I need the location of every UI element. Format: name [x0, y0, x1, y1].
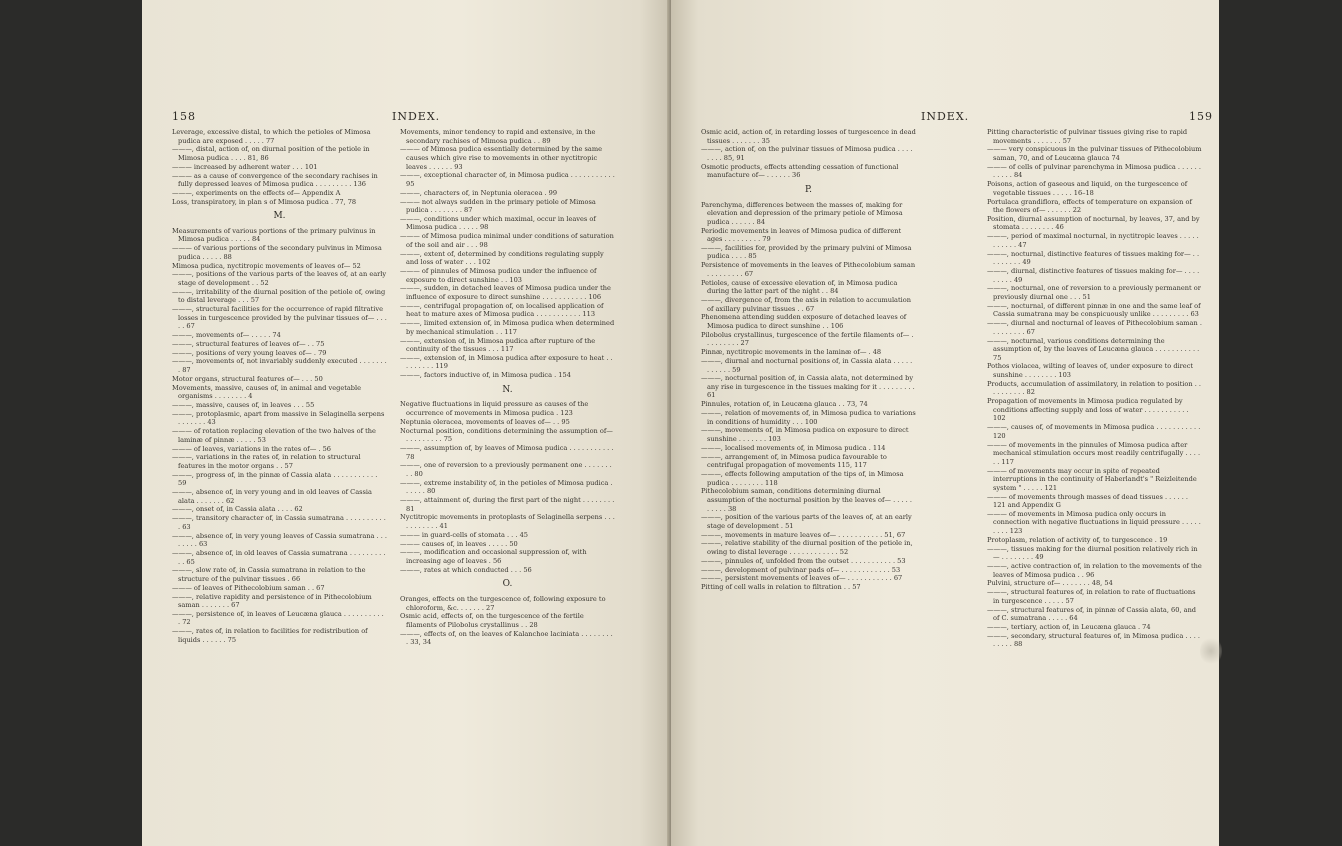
index-entry: ———, slow rate of, in Cassia sumatrana in relation to the structure of the pulvinar tissues . 66: [172, 566, 366, 583]
index-entry: ——— of movements may occur in spite of repeated interruptions in the continuity of Haberlandt's " Reizleitende system " . . . . . 121: [987, 466, 1197, 492]
index-entry: Negative fluctuations in liquid pressure as causes of the occurrence of movements in Mimosa pudica . 123: [400, 400, 589, 418]
index-entry: ———, pinnules of, unfolded from the outset . . . . . . . . . . . 53: [701, 556, 906, 565]
index-entry: Periodic movements in leaves of Mimosa pudica of different ages . . . . . . . . . 79: [701, 226, 902, 244]
index-entry: ———, assumption of, by leaves of Mimosa pudica . . . . . . . . . . . 78: [400, 443, 614, 461]
page-smudge: [1200, 636, 1222, 666]
index-entry: ———, progress of, in the pinnæ of Cassia alata . . . . . . . . . . . 59: [172, 470, 378, 488]
index-entry: ———, onset of, in Cassia alata . . . . 62: [172, 505, 303, 514]
index-entry: ———, variations in the rates of, in relation to structural features in the motor organs . . 57: [172, 453, 361, 470]
index-entry: Petioles, cause of excessive elevation of, in Mimosa pudica during the latter part of the night . . 84: [701, 278, 898, 296]
index-entry: ———, tissues making for the diurnal position relatively rich in— . . . . . . . . 49: [987, 544, 1198, 562]
right-column-2: [987, 128, 1202, 649]
index-entry: ———, localised movements of, in Mimosa pudica . 114: [701, 443, 886, 452]
index-entry: ———, extension of, in Mimosa pudica after rupture of the continuity of the tissues . . . 117: [400, 336, 596, 354]
index-entry: ———, positions of very young leaves of— . 79: [172, 348, 327, 357]
left-column-1: [172, 128, 387, 645]
index-entry: ———, effects following amputation of the tips of, in Mimosa pudica . . . . . . . . 118: [701, 469, 904, 487]
index-entry: Pilobolus crystallinus, turgescence of the fertile filaments of— . . . . . . . . . 27: [701, 330, 914, 348]
index-entry: ———, structural features of, in pinnæ of Cassia alata, 60, and of C. sumatrana . . . . . 64: [987, 605, 1197, 623]
index-entry: ———, persistence of, in leaves of Leucæna glauca . . . . . . . . . . . 72: [172, 609, 384, 627]
index-entry: Phenomena attending sudden exposure of detached leaves of Mimosa pudica to direct sunshine . . 106: [701, 313, 907, 330]
index-entry: ———, active contraction of, in relation to the movements of the leaves of Mimosa pudica . . 96: [987, 562, 1202, 579]
index-entry: Osmic acid, effects of, on the turgescence of the fertile filaments of Pilobolus crystallinus . . 28: [400, 612, 584, 629]
index-entry: ———, nocturnal, various conditions determining the assumption of, by the leaves of Leucæna glauca . . . . . . . . . . . 75: [987, 336, 1200, 362]
index-entry: Pinnules, rotation of, in Leucæna glauca . . 73, 74: [701, 400, 868, 409]
index-entry: ———, movements in mature leaves of— . . . . . . . . . . . 51, 67: [701, 530, 906, 539]
left-running-head: INDEX.: [392, 110, 441, 123]
index-entry: ——— of leaves, variations in the rates of— . 56: [172, 444, 331, 453]
index-entry: ———, transitory character of, in Cassia sumatrana . . . . . . . . . . . 63: [172, 514, 386, 531]
index-entry: Oranges, effects on the turgescence of, following exposure to chloroform, &c. . . . . . . 27: [400, 594, 606, 612]
index-entry: ———, nocturnal, of different pinnæ in one and the same leaf of Cassia sumatrana may be conspicuously unlike . . . . . . . . . 63: [987, 301, 1201, 319]
index-entry: ———, exceptional character of, in Mimosa pudica . . . . . . . . . . . 95: [400, 171, 615, 188]
index-entry: ———, movements of, in Mimosa pudica on exposure to direct sunshine . . . . . . . 103: [701, 426, 909, 443]
index-entry: ——— of movements through masses of dead tissues . . . . . . 121 and Appendix G: [987, 492, 1189, 510]
index-entry: Movements, minor tendency to rapid and extensive, in the secondary rachises of Mimosa pudica . . 89: [400, 128, 596, 145]
index-entry: ———, irritability of the diurnal position of the petiole of, owing to distal leverage . . . 57: [172, 287, 386, 305]
index-entry: ———, diurnal and nocturnal of leaves of Pithecolobium saman . . . . . . . . . 67: [987, 319, 1202, 336]
index-entry: ———, nocturnal position of, in Cassia alata, not determined by any rise in turgescence in the tissues making for it . . . . . . . . . 61: [701, 374, 915, 400]
index-entry: ———, nocturnal, one of reversion to a previously permanent or previously diurnal one . . . 51: [987, 284, 1201, 301]
index-entry: ——— of cells of pulvinar parenchyma in Mimosa pudica . . . . . . . . . . . 84: [987, 162, 1201, 180]
index-entry: Motor organs, structural features of— . . . 50: [172, 374, 323, 383]
index-entry: ———, arrangement of, in Mimosa pudica favourable to centrifugal propagation of movements 115, 117: [701, 452, 887, 470]
index-entry: Pulvini, structure of— . . . . . . . 48, 54: [987, 579, 1113, 588]
index-entry: ——— of leaves of Pithecolobium saman . . 67: [172, 583, 325, 592]
index-entry: ———, structural features of leaves of— . . 75: [172, 339, 325, 348]
index-entry: ———, divergence of, from the axis in relation to accumulation of axillary pulvinar tissues . . 67: [701, 296, 911, 313]
index-entry: Portulaca grandiflora, effects of temperature on expansion of the flowers of— . . . . . . 22: [987, 197, 1192, 215]
index-entry: ——— of various portions of the secondary pulvinus in Mimosa pudica . . . . . 88: [172, 244, 382, 261]
index-entry: Nyctitropic movements in protoplasts of Selaginella serpens . . . . . . . . . . . 41: [400, 513, 615, 531]
index-entry: ———, extension of, in Mimosa pudica after exposure to heat . . . . . . . . . 119: [400, 353, 613, 371]
index-entry: ——— of movements in the pinnules of Mimosa pudica after mechanical stimulation occurs most readily centrifugally . . . . . . 117: [987, 440, 1201, 466]
index-entry: ———, attainment of, during the first part of the night . . . . . . . . 81: [400, 496, 615, 513]
right-page-number: 159: [1189, 110, 1213, 123]
index-entry: Osmic acid, action of, in retarding losses of turgescence in dead tissues . . . . . . . 35: [701, 128, 916, 145]
index-entry: Poisons, action of gaseous and liquid, on the turgescence of vegetable tissues . . . . . 16–18: [987, 180, 1188, 197]
index-entry: ——— of pinnules of Mimosa pudica under the influence of exposure to direct sunshine . . 103: [400, 267, 597, 284]
index-entry: Loss, transpiratory, in plan s of Mimosa pudica . 77, 78: [172, 197, 357, 206]
index-entry: ———, structural features of, in relation to rate of fluctuations in turgescence . . . . . 57: [987, 588, 1196, 605]
index-entry: ——— as a cause of convergence of the secondary rachises in fully depressed leaves of Mimosa pudica . . . . . . . . . 136: [172, 171, 378, 189]
section-letter: N.: [502, 384, 513, 395]
index-entry: ———, one of reversion to a previously permanent one . . . . . . . . . 80: [400, 461, 612, 478]
index-entry: ——— causes of, in leaves . . . . . 50: [400, 539, 518, 548]
index-entry: ———, modification and occasional suppression of, with increasing age of leaves . 56: [400, 548, 587, 565]
index-entry: ———, experiments on the effects of— Appendix A: [172, 188, 341, 197]
index-entry: ——— of rotation replacing elevation of the two halves of the laminæ of pinnæ . . . . . 53: [172, 427, 376, 444]
index-entry: ———, rates at which conducted . . . 56: [400, 565, 532, 574]
index-entry: ———, factors inductive of, in Mimosa pudica . 154: [400, 371, 571, 380]
left-page: [142, 0, 671, 846]
section-letter: M.: [273, 211, 286, 222]
index-entry: ———, nocturnal, distinctive features of tissues making for— . . . . . . . . . 49: [987, 249, 1200, 267]
index-entry: ———, absence of, in very young and in old leaves of Cassia alata . . . . . . . 62: [172, 488, 372, 505]
index-entry: ——— in guard-cells of stomata . . . 45: [400, 530, 528, 539]
index-entry: ———, massive, causes of, in leaves . . . 55: [172, 401, 315, 409]
index-entry: Leverage, excessive distal, to which the petioles of Mimosa pudica are exposed . . . . . 77: [172, 128, 371, 145]
index-entry: ———, movements of, not invariably suddenly executed . . . . . . . . 87: [172, 357, 387, 375]
index-entry: ———, persistent movements of leaves of— . . . . . . . . . . . 67: [701, 574, 903, 583]
index-entry: ———, relation of movements of, in Mimosa pudica to variations in conditions of humidity . . . 100: [701, 409, 916, 426]
index-entry: ———, positions of the various parts of the leaves of, at an early stage of development . . 52: [172, 270, 387, 287]
index-entry: ———, facilities for, provided by the primary pulvini of Mimosa pudica . . . . 85: [701, 243, 912, 261]
index-entry: ——— of movements in Mimosa pudica only occurs in connection with negative fluctuations in liquid pressure . . . . . . . . . 123: [987, 509, 1201, 536]
index-entry: Position, diurnal assumption of nocturnal, by leaves, 37, and by stomata . . . . . . . . 46: [987, 214, 1200, 232]
index-entry: ———, diurnal and nocturnal positions of, in Cassia alata . . . . . . . . . . . 59: [701, 356, 913, 374]
left-column-2: [400, 128, 615, 647]
index-entry: ———, effects of, on the leaves of Kalanchoe laciniata . . . . . . . . . 33, 34: [400, 629, 613, 647]
index-entry: ——— increased by adherent water . . . 101: [172, 162, 318, 171]
index-entry: Neptunia oleracea, movements of leaves of— . . 95: [400, 417, 570, 426]
index-entry: Osmotic products, effects attending cessation of functional manufacture of— . . . . . . 36: [701, 162, 899, 180]
index-entry: ———, absence of, in old leaves of Cassia sumatrana . . . . . . . . . . . 65: [172, 548, 386, 566]
index-entry: Pithecolobium saman, conditions determining diurnal assumption of the nocturnal position by the leaves of— . . . . . . . . . . 38: [701, 487, 912, 513]
index-entry: Pitting characteristic of pulvinar tissues giving rise to rapid movements . . . . . . . 57: [987, 128, 1188, 145]
right-page: [671, 0, 1219, 846]
index-entry: ———, sudden, in detached leaves of Mimosa pudica under the influence of exposure to direct sunshine . . . . . . . . . . . 106: [400, 284, 611, 301]
index-entry: ——— very conspicuous in the pulvinar tissues of Pithecolobium saman, 70, and of Leucæna glauca 74: [987, 145, 1202, 162]
index-entry: ———, movements of— . . . . . 74: [172, 331, 281, 340]
index-entry: Pinnæ, nyctitropic movements in the laminæ of— . 48: [701, 348, 882, 357]
index-entry: ———, extreme instability of, in the petioles of Mimosa pudica . . . . . . 80: [400, 478, 613, 496]
index-entry: ———, relative stability of the diurnal position of the petiole in, owing to distal leverage . . . . . . . . . . . . 52: [701, 539, 913, 557]
index-entry: Parenchyma, differences between the masses of, making for elevation and depression of the primary petiole of Mimosa pudica . . . . . . 84: [701, 200, 903, 226]
index-entry: ———, causes of, of movements in Mimosa pudica . . . . . . . . . . . 120: [987, 423, 1201, 440]
index-entry: ——— of Mimosa pudica minimal under conditions of saturation of the soil and air . . . 98: [400, 232, 614, 249]
index-entry: ———, development of pulvinar pads of— . . . . . . . . . . . . 53: [701, 565, 901, 574]
index-entry: ———, characters of, in Neptunia oleracea . 99: [400, 188, 558, 197]
index-entry: ———, conditions under which maximal, occur in leaves of Mimosa pudica . . . . . 98: [400, 214, 596, 232]
index-entry: ———, relative rapidity and persistence of in Pithecolobium saman . . . . . . . 67: [172, 592, 372, 610]
index-entry: Movements, massive, causes of, in animal and vegetable organisms . . . . . . . . 4: [172, 383, 362, 401]
index-entry: ———, limited extension of, in Mimosa pudica when determined by mechanical stimulation . . 117: [400, 319, 615, 336]
index-entry: ———, rates of, in relation to facilities for redistribution of liquids . . . . . . 75: [172, 627, 368, 644]
index-entry: Propagation of movements in Mimosa pudica regulated by conditions affecting supply and loss of water . . . . . . . . . . . 102: [987, 397, 1189, 423]
right-column-1: [701, 128, 916, 592]
index-entry: ———, centrifugal propagation of, on localised application of heat to mature axes of Mimosa pudica . . . . . . . . . . . 113: [400, 301, 604, 319]
index-entry: ———, diurnal, distinctive features of tissues making for— . . . . . . . . . 49: [987, 267, 1200, 284]
index-entry: ———, structural facilities for the occurrence of rapid filtrative losses in turgescence provided by the pulvinar tissues of— . . . . . 67: [172, 305, 387, 331]
right-running-head: INDEX.: [921, 110, 970, 123]
index-entry: Pothos violacea, wilting of leaves of, under exposure to direct sunshine . . . . . . . . 103: [987, 362, 1194, 380]
index-entry: ———, action of, on the pulvinar tissues of Mimosa pudica . . . . . . . . 85, 91: [701, 145, 913, 162]
index-entry: Products, accumulation of assimilatory, in relation to position . . . . . . . . . . 82: [987, 379, 1202, 397]
index-entry: Persistence of movements in the leaves of Pithecolobium saman . . . . . . . . . 67: [701, 261, 916, 278]
index-entry: ———, period of maximal nocturnal, in nyctitropic leaves . . . . . . . . . . . 47: [987, 232, 1199, 249]
index-entry: ———, secondary, structural features of, in Mimosa pudica . . . . . . . . . 88: [987, 631, 1201, 649]
index-entry: Protoplasm, relation of activity of, to turgescence . 19: [987, 535, 1168, 544]
section-letter: P.: [804, 184, 813, 195]
index-entry: ———, position of the various parts of the leaves of, at an early stage of development . 51: [701, 513, 912, 530]
index-entry: ——— not always sudden in the primary petiole of Mimosa pudica . . . . . . . . 87: [400, 197, 596, 215]
index-entry: ———, distal, action of, on diurnal position of the petiole in Mimosa pudica . . . . 81, 86: [172, 145, 370, 162]
index-entry: ———, tertiary, action of, in Leucæna glauca . 74: [987, 622, 1151, 631]
index-entry: ———, extent of, determined by conditions regulating supply and loss of water . . . 102: [400, 249, 604, 267]
left-page-number: 158: [172, 110, 196, 123]
index-entry: Pitting of cell walls in relation to filtration . . 57: [701, 583, 861, 592]
index-entry: Mimosa pudica, nyctitropic movements of leaves of— 52: [172, 261, 361, 270]
section-letter: O.: [502, 579, 513, 590]
index-entry: Measurements of various portions of the primary pulvinus in Mimosa pudica . . . . . 84: [172, 226, 376, 244]
index-entry: ——— of Mimosa pudica essentially determined by the same causes which give rise to movements in other nyctitropic leaves . . . . . . 93: [400, 145, 603, 171]
index-entry: ———, protoplasmic, apart from massive in Selaginella serpens . . . . . . . 43: [172, 409, 385, 427]
index-entry: Nocturnal position, conditions determining the assumption of— . . . . . . . . . 75: [400, 426, 613, 444]
index-entry: ———, absence of, in very young leaves of Cassia sumatrana . . . . . . . . 63: [172, 531, 387, 549]
